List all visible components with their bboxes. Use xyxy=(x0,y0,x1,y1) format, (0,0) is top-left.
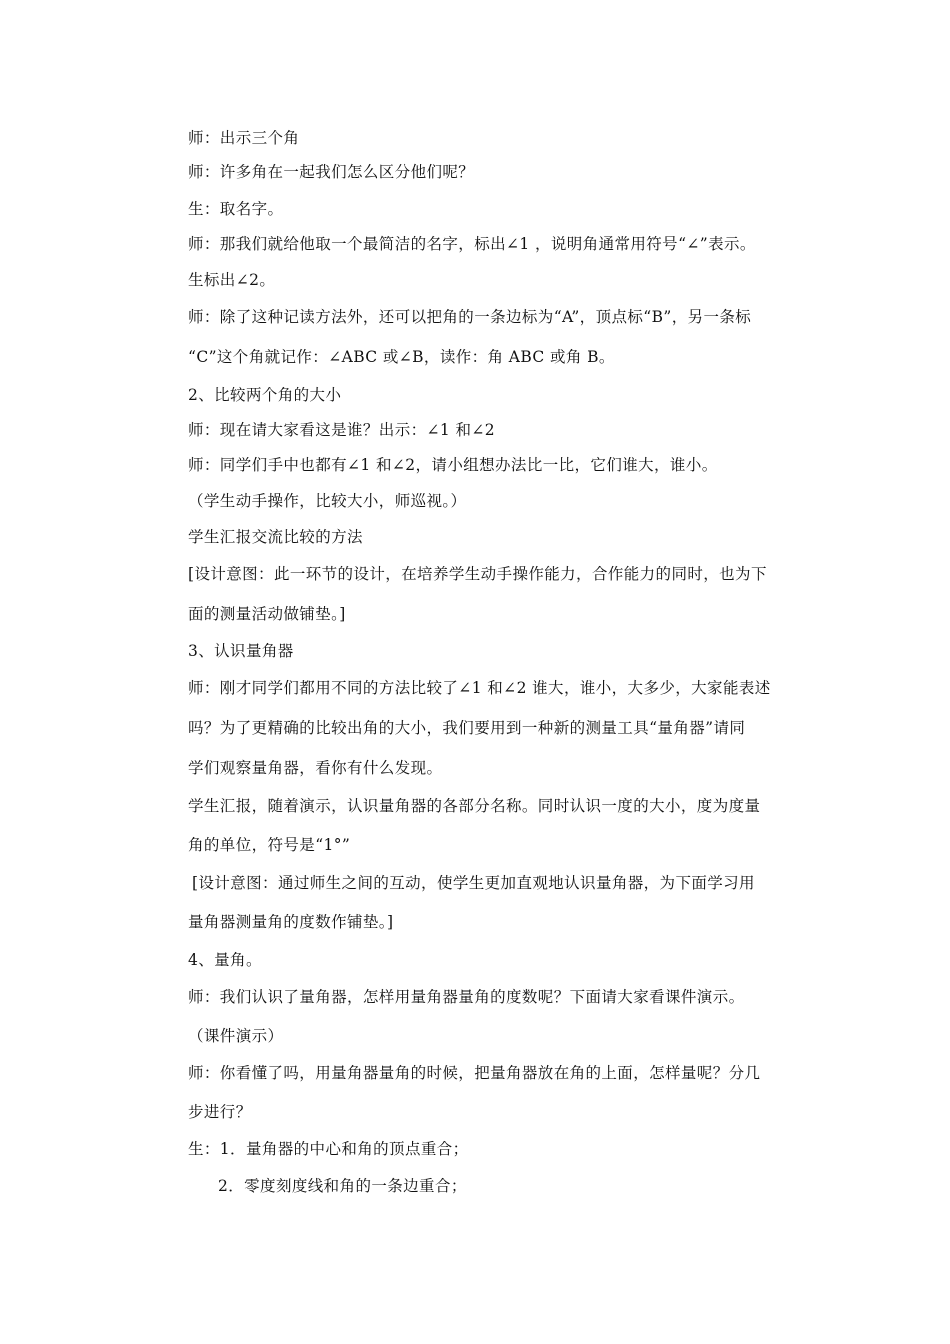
text-line: 师：我们认识了量角器，怎样用量角器量角的度数呢？下面请大家看课件演示。 xyxy=(188,988,745,1006)
design-note: [设计意图：通过师生之间的互动，使学生更加直观地认识量角器，为下面学习用 xyxy=(192,874,755,892)
design-note: [设计意图：此一环节的设计，在培养学生动手操作能力，合作能力的同时，也为下 xyxy=(188,565,767,583)
text-line: 学生汇报，随着演示，认识量角器的各部分名称。同时认识一度的大小，度为度量 xyxy=(188,797,761,815)
text-line: 师：刚才同学们都用不同的方法比较了∠1 和∠2 谁大，谁小，大多少，大家能表述 xyxy=(188,679,771,697)
design-note: 量角器测量角的度数作铺垫。] xyxy=(188,913,394,931)
list-item: 2．零度刻度线和角的一条边重合； xyxy=(218,1177,467,1195)
text-line: 师：许多角在一起我们怎么区分他们呢？ xyxy=(188,163,475,181)
text-line: 学生汇报交流比较的方法 xyxy=(188,528,363,546)
text-line: 师：同学们手中也都有∠1 和∠2，请小组想办法比一比，它们谁大，谁小。 xyxy=(188,456,718,474)
text-line: 师：你看懂了吗，用量角器量角的时候，把量角器放在角的上面，怎样量呢？分几 xyxy=(188,1064,761,1082)
text-line: （课件演示） xyxy=(188,1027,284,1045)
section-heading: 3、认识量角器 xyxy=(188,642,294,660)
list-item: 生：1．量角器的中心和角的顶点重合； xyxy=(188,1140,469,1158)
text-line: （学生动手操作，比较大小，师巡视。） xyxy=(188,492,467,510)
text-line: 师：那我们就给他取一个最简洁的名字，标出∠1 ，说明角通常用符号“∠”表示。 xyxy=(188,235,756,253)
text-line: 师：出示三个角 xyxy=(188,129,300,147)
text-line: 吗？为了更精确的比较出角的大小，我们要用到一种新的测量工具“量角器”请同 xyxy=(188,719,746,737)
text-line: 生标出∠2。 xyxy=(188,271,276,289)
design-note: 面的测量活动做铺垫。] xyxy=(188,605,346,623)
text-line: 学们观察量角器，看你有什么发现。 xyxy=(188,759,443,777)
text-line: 师：现在请大家看这是谁？出示：∠1 和∠2 xyxy=(188,421,496,439)
section-heading: 4、量角。 xyxy=(188,951,262,969)
section-heading: 2、比较两个角的大小 xyxy=(188,386,342,404)
text-line: 师：除了这种记读方法外，还可以把角的一条边标为“A”，顶点标“B”，另一条标 xyxy=(188,308,752,326)
text-line: 步进行？ xyxy=(188,1103,252,1121)
text-line: “C”这个角就记作：∠ABC 或∠B，读作：角 ABC 或角 B。 xyxy=(188,348,615,366)
text-line: 生：取名字。 xyxy=(188,200,284,218)
text-line: 角的单位，符号是“1°” xyxy=(188,836,351,854)
